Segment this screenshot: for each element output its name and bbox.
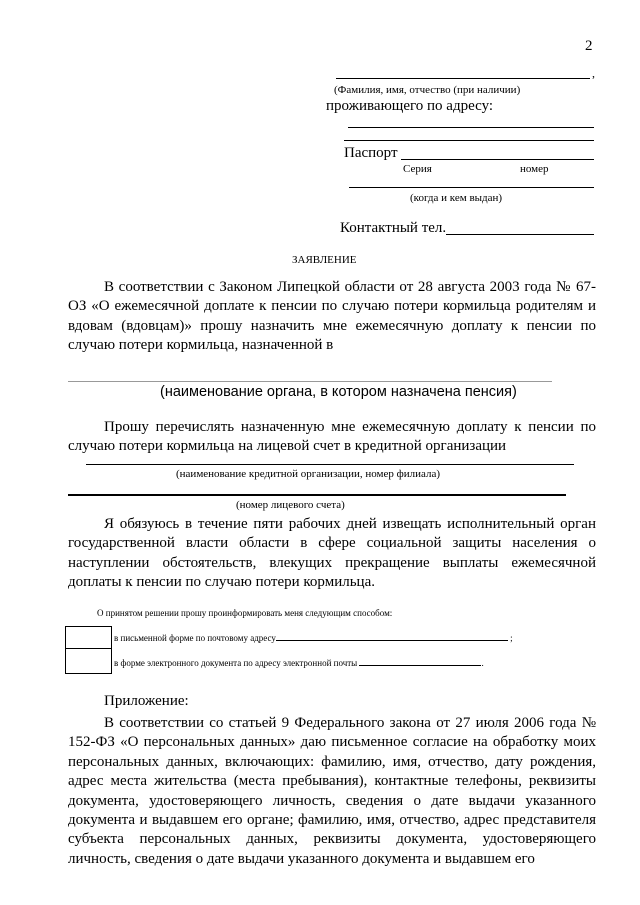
consent-paragraph: В соответствии со статьей 9 Федерального закона от 27 июля 2006 года № 152-ФЗ «О персональных данных» даю письменное согласие на обработку моих персональных данных, включающих: фамилию, имя, отчество, дату рождения, адрес места жительства (места пребывания), контактные телефоны, реквизиты документа, удостоверяющего личность, сведения о дате выдачи указанного документа и выдавшем его органе; фамилию, имя, отчество, адрес представителя субъекта персональных данных, реквизиты документа, удостоверяющего личность, сведения о дате выдачи указанного документа и выдавшем его: [68, 715, 596, 867]
bank-field[interactable]: [86, 464, 574, 465]
organ-caption: (наименование органа, в котором назначена пенсия): [160, 384, 517, 400]
account-field[interactable]: [68, 494, 566, 496]
postal-option-label: в письменной форме по почтовому адресу: [114, 633, 276, 643]
bank-caption: (наименование кредитной организации, номер филиала): [176, 468, 441, 480]
postal-option-end: ;: [510, 633, 513, 643]
organ-field[interactable]: [68, 381, 552, 382]
address-field-1[interactable]: [348, 127, 594, 128]
address-field-2[interactable]: [344, 140, 594, 141]
application-paragraph: В соответствии с Законом Липецкой области от 28 августа 2003 года № 67-ОЗ «О ежемесячной доплате к пенсии по случаю потери кормильца родителям и вдовам (вдовцам)» прошу назначить мне ежемесячную доплату к пенсии по случаю потери кормильца, назначенной в: [68, 279, 596, 354]
issued-field[interactable]: [349, 187, 594, 188]
email-checkbox[interactable]: [65, 648, 112, 674]
fio-comma: ,: [592, 66, 595, 80]
issued-caption: (когда и кем выдан): [410, 192, 503, 204]
email-option-end: .: [481, 658, 484, 668]
fio-field[interactable]: [336, 78, 590, 79]
address-label: проживающего по адресу:: [326, 98, 494, 114]
obligation-paragraph: Я обязуюсь в течение пяти рабочих дней извещать исполнительный орган государственной власти области в сфере социальной защиты населения о наступлении обстоятельств, влекущих прекращение выплаты ежемесячной доплаты к пенсии по случаю потери кормильца.: [68, 516, 596, 591]
notify-intro: О принятом решении прошу проинформировать меня следующим способом:: [97, 608, 393, 618]
postal-checkbox[interactable]: [65, 626, 112, 650]
page-title: ЗАЯВЛЕНИЕ: [292, 254, 357, 266]
contact-field[interactable]: [446, 234, 594, 235]
appendix-label: Приложение:: [104, 693, 189, 709]
passport-field[interactable]: [401, 159, 594, 160]
account-caption: (номер лицевого счета): [236, 499, 345, 511]
email-option: [114, 657, 484, 668]
series-label: Серия: [403, 163, 432, 175]
number-label: номер: [520, 163, 549, 175]
email-address-field[interactable]: [359, 657, 484, 668]
page-number: 2: [585, 38, 593, 54]
contact-label: Контактный тел.: [340, 220, 447, 236]
postal-address-field[interactable]: [276, 632, 508, 641]
fio-caption: (Фамилия, имя, отчество (при наличии): [334, 84, 521, 96]
email-option-label: в форме электронного документа по адресу электронной почты: [114, 658, 358, 668]
postal-option: [114, 632, 513, 643]
transfer-paragraph: Прошу перечислять назначенную мне ежемесячную доплату к пенсии по случаю потери кормильца на лицевой счет в кредитной организации: [68, 419, 596, 455]
passport-label: Паспорт: [344, 145, 398, 161]
